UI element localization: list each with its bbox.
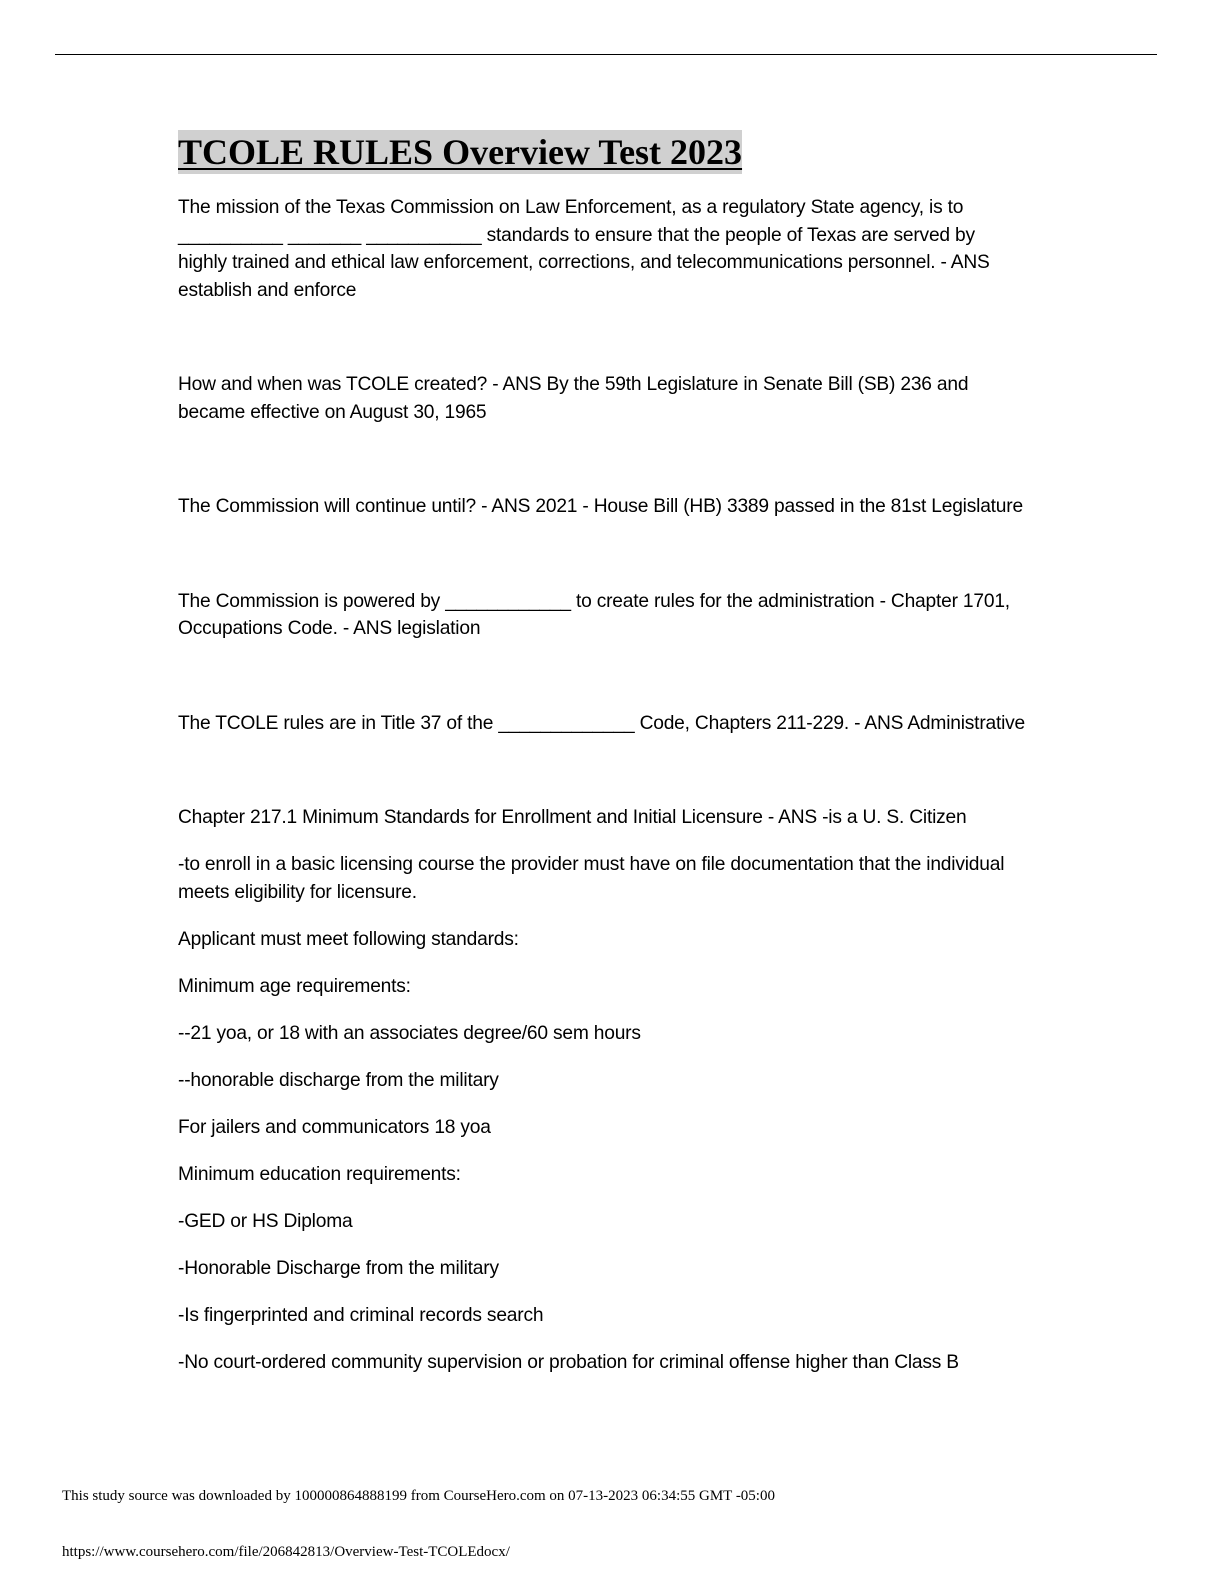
- header-divider: [55, 54, 1157, 55]
- chapter-line: --honorable discharge from the military: [178, 1069, 499, 1091]
- download-source-note: This study source was downloaded by 100000864888199 from CourseHero.com on 07-13-2023 06:34:55 GMT -05:00: [62, 1488, 775, 1504]
- document-title: TCOLE RULES Overview Test 2023: [178, 132, 743, 172]
- chapter-line: -GED or HS Diploma: [178, 1210, 353, 1232]
- source-url: https://www.coursehero.com/file/206842813/Overview-Test-TCOLEdocx/: [62, 1544, 510, 1560]
- chapter-line: Minimum education requirements:: [178, 1163, 461, 1185]
- chapter-line: Minimum age requirements:: [178, 975, 411, 997]
- qa-item-created: How and when was TCOLE created? - ANS By the 59th Legislature in Senate Bill (SB) 236 and became effective on August 30, 1965: [178, 374, 969, 423]
- chapter-line: Applicant must meet following standards:: [178, 928, 519, 950]
- chapter-line: -No court-ordered community supervision or probation for criminal offense higher than Class B: [178, 1351, 959, 1373]
- chapter-line: --21 yoa, or 18 with an associates degree/60 sem hours: [178, 1022, 641, 1044]
- chapter-line: For jailers and communicators 18 yoa: [178, 1116, 491, 1138]
- qa-item-mission: The mission of the Texas Commission on Law Enforcement, as a regulatory State agency, is to __________ _______ ___________ standards to ensure that the people of Texas are served by highly trained and ethical law enforcement, corrections, and telecommunications personnel. - ANS establish and enforce: [178, 197, 990, 301]
- qa-item-title-37: The TCOLE rules are in Title 37 of the _____________ Code, Chapters 211-229. - ANS Administrative: [178, 712, 1026, 734]
- chapter-line: -to enroll in a basic licensing course the provider must have on file documentation that the individual meets eligibility for licensure.: [178, 854, 1005, 903]
- document-body: [178, 130, 1028, 1396]
- chapter-heading-line: Chapter 217.1 Minimum Standards for Enrollment and Initial Licensure - ANS -is a U. S. Citizen: [178, 807, 967, 828]
- chapter-line: -Is fingerprinted and criminal records search: [178, 1304, 544, 1326]
- qa-item-powered: The Commission is powered by ____________ to create rules for the administration - Chapter 1701, Occupations Code. - ANS legislation: [178, 590, 1010, 639]
- qa-item-continue: The Commission will continue until? - ANS 2021 - House Bill (HB) 3389 passed in the 81st Legislature: [178, 496, 1023, 517]
- chapter-line: -Honorable Discharge from the military: [178, 1257, 499, 1279]
